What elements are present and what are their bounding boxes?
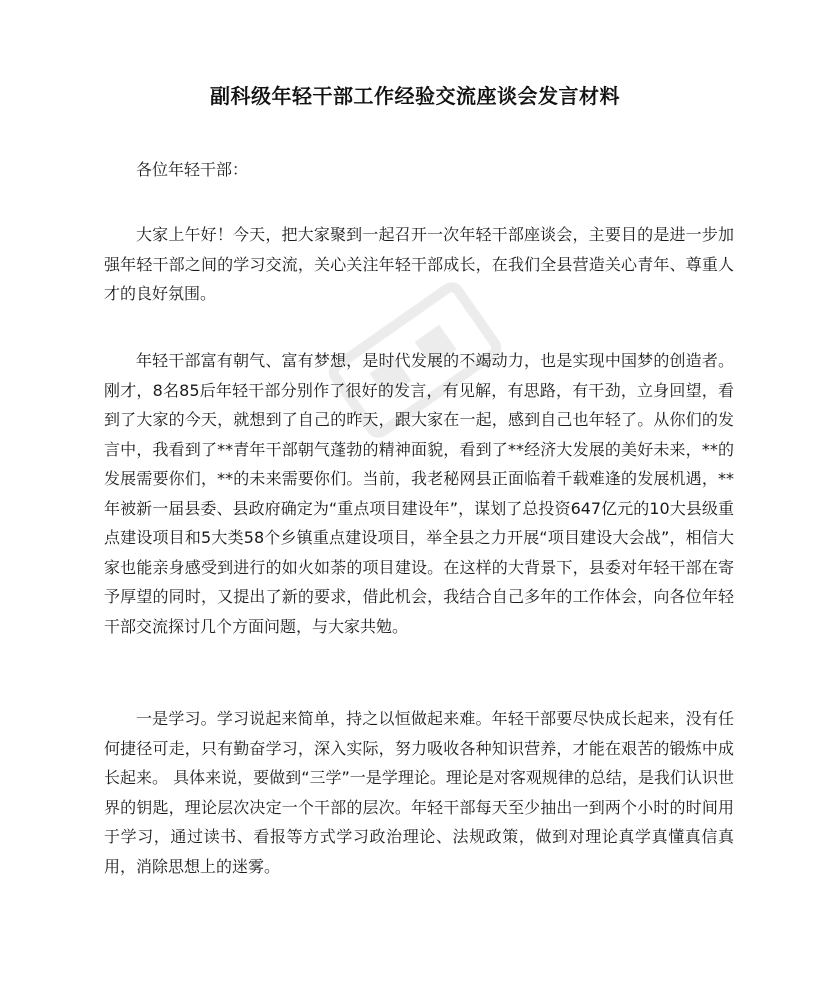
paragraph-learning: 一是学习。学习说起来简单，持之以恒做起来难。年轻干部要尽快成长起来，没有任何捷径可走，只有勤奋学习，深入实际，努力吸收各种知识营养，才能在艰苦的锻炼中成长起来。 具体来说，要做到“三学”一是学理论。理论是对客观规律的总结，是我们认识世界的钥匙，理论层次决定一个干部的层次。年轻干部每天至少抽出一到两个小时的时间用于学习，通过读书、看报等方式学习政治理论、法规政策，做到对理论真学真懂真信真用，消除思想上的迷雾。 — [104, 709, 734, 876]
salutation: 各位年轻干部： — [136, 160, 249, 179]
document-title: 副科级年轻干部工作经验交流座谈会发言材料 — [210, 84, 620, 108]
paragraph-youth-cadres: 年轻干部富有朝气、富有梦想，是时代发展的不竭动力，也是实现中国梦的创造者。刚才，8名85后年轻干部分别作了很好的发言，有见解，有思路，有干劲，立身回望，看到了大家的今天，就想到了自己的昨天，跟大家在一起，感到自己也年轻了。从你们的发言中，我看到了**青年干部朝气蓬勃的精神面貌，看到了**经济大发展的美好未来，**的发展需要你们，**的未来需要你们。当前，我老秘网县正面临着千载难逢的发展机遇，**年被新一届县委、县政府确定为“重点项目建设年”，谋划了总投资647亿元的10大县级重点建设项目和5大类58个乡镇重点建设项目，举全县之力开展“项目建设大会战”，相信大家也能亲身感受到进行的如火如荼的项目建设。在这样的大背景下，县委对年轻干部在寄予厚望的同时，又提出了新的要求，借此机会，我结合自己多年的工作体会，向各位年轻干部交流探讨几个方面问题，与大家共勉。 — [104, 351, 734, 636]
paragraph-greeting: 大家上午好！今天，把大家聚到一起召开一次年轻干部座谈会，主要目的是进一步加强年轻干部之间的学习交流，关心关注年轻干部成长，在我们全县营造关心青年、尊重人才的良好氛围。 — [104, 225, 734, 303]
